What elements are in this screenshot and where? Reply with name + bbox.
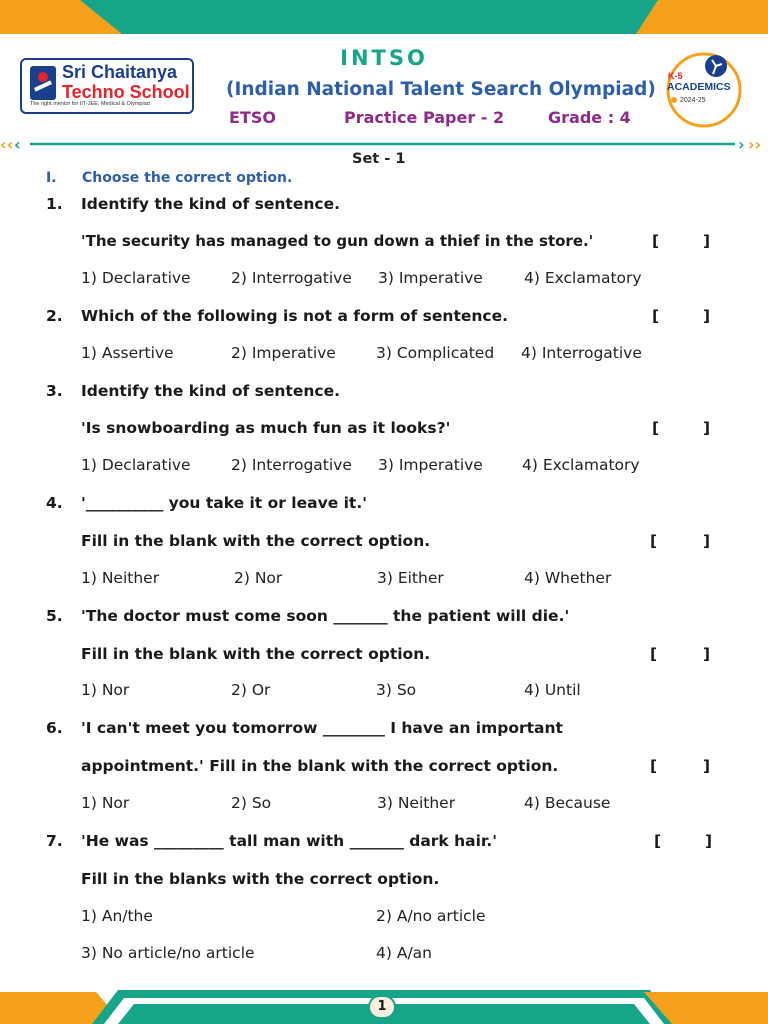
option: 2) Imperative [231,344,336,362]
question-text: Fill in the blanks with the correct option. [81,870,440,888]
answer-bracket-open: [ [650,757,658,775]
option: 4) Interrogative [521,344,642,362]
option: 4) Exclamatory [522,456,640,474]
option: 2) Or [231,681,271,699]
question-number: 2. [46,307,63,325]
answer-bracket-close: ] [703,757,711,775]
option: 1) Declarative [81,269,191,287]
question-number: 1. [46,195,63,213]
option: 4) A/an [376,944,432,962]
option: 1) Neither [81,569,160,587]
page-number: 1 [368,995,396,1019]
option: 3) Imperative [378,269,483,287]
option: 1) Declarative [81,456,191,474]
answer-bracket-open: [ [650,532,658,550]
question-number: 5. [46,607,63,625]
section-number: I. [46,170,57,186]
answer-bracket-close: ] [705,832,713,850]
exam-full-name: (Indian National Talent Search Olympiad) [226,79,656,100]
svg-text:‹‹: ‹‹ [0,135,14,154]
option: 3) No article/no article [81,944,255,962]
option: 2) Interrogative [231,269,352,287]
academics-text: ACADEMICS [667,81,731,93]
option: 1) Assertive [81,344,174,362]
option: 3) Neither [377,794,456,812]
question-number: 4. [46,494,63,512]
k5-text: K-5 [668,71,683,81]
answer-bracket-open: [ [654,832,662,850]
option: 2) So [231,794,272,812]
answer-bracket-close: ] [703,532,711,550]
logo-line-2: Techno School [62,82,190,102]
question-text: '__________ you take it or leave it.' [81,494,367,512]
question-text: Which of the following is not a form of sentence. [81,307,508,325]
option: 4) Whether [524,569,612,587]
option: 4) Exclamatory [524,269,642,287]
question-text: appointment.' Fill in the blank with the correct option. [81,757,559,775]
answer-bracket-open: [ [652,307,660,325]
logo-tagline: The right mentor for IIT-JEE, Medical & Olympiad [30,101,150,107]
grade-label: Grade : 4 [548,108,631,127]
answer-bracket-close: ] [703,307,711,325]
option: 3) Imperative [378,456,483,474]
option: 2) Interrogative [231,456,352,474]
option: 1) Nor [81,794,130,812]
option: 3) Either [377,569,444,587]
answer-bracket-close: ] [703,645,711,663]
question-text: 'The security has managed to gun down a thief in the store.' [81,232,594,250]
option: 4) Until [524,681,581,699]
question-text: Fill in the blank with the correct option. [81,532,431,550]
paper-label: Practice Paper - 2 [344,108,505,127]
exam-title: INTSO [340,46,428,70]
answer-bracket-open: [ [652,232,660,250]
question-number: 6. [46,719,63,737]
question-text: 'He was _________ tall man with _______ dark hair.' [81,832,498,850]
option: 1) Nor [81,681,130,699]
answer-bracket-open: [ [650,645,658,663]
question-text: 'Is snowboarding as much fun as it looks?' [81,419,451,437]
option: 2) Nor [234,569,283,587]
header-decoration [0,0,768,44]
option: 2) A/no article [376,907,486,925]
logo-line-1: Sri Chaitanya [62,62,178,82]
option: 3) Complicated [376,344,495,362]
school-emblem-icon [30,66,56,100]
option: 3) So [376,681,417,699]
subject-label: ETSO [229,108,276,127]
question-text: 'The doctor must come soon _______ the patient will die.' [81,607,570,625]
option: 1) An/the [81,907,153,925]
question-text: Identify the kind of sentence. [81,382,340,400]
answer-bracket-close: ] [703,232,711,250]
question-text: Fill in the blank with the correct option. [81,645,431,663]
question-text: 'I can't meet you tomorrow ________ I have an important [81,719,563,737]
set-label: Set - 1 [352,151,406,167]
question-text: Identify the kind of sentence. [81,195,340,213]
section-instruction: Choose the correct option. [82,170,293,186]
option: 4) Because [524,794,611,812]
question-number: 7. [46,832,63,850]
academic-year-text: 2024-25 [680,97,706,104]
question-number: 3. [46,382,63,400]
k5-academics-logo [656,52,752,128]
answer-bracket-close: ] [703,419,711,437]
svg-text:‹: ‹ [14,135,21,154]
answer-bracket-open: [ [652,419,660,437]
svg-text:›: › [738,135,745,154]
svg-text:››: ›› [748,135,762,154]
